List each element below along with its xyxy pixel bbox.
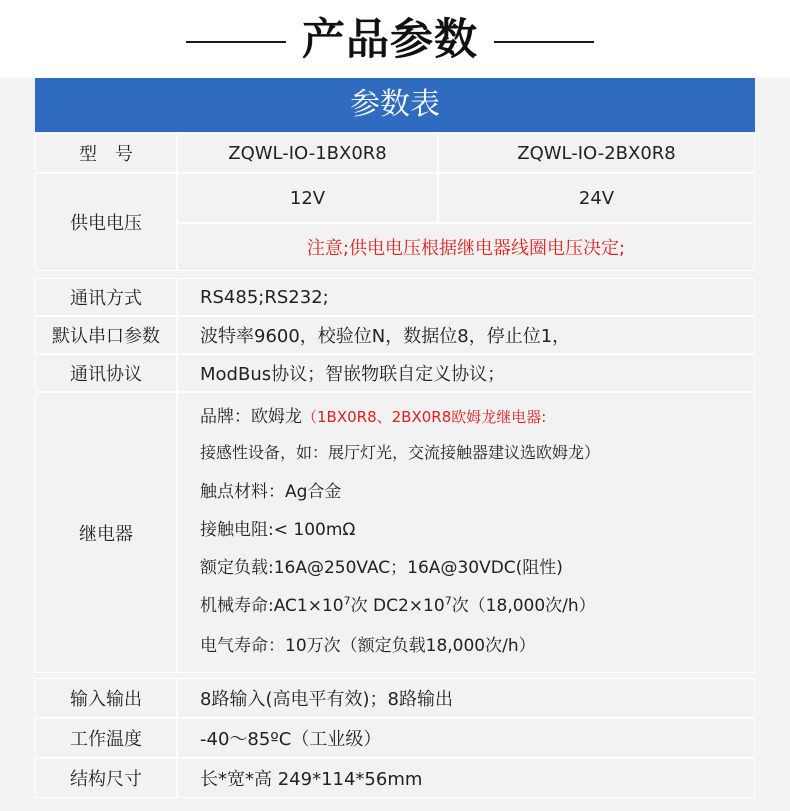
relay-contact: 触点材料：Ag合金: [200, 482, 342, 502]
power-note: 注意;供电电压根据继电器线圈电压决定;: [177, 223, 755, 271]
spec-table: [0, 78, 790, 811]
row-label-comm-mode: 通讯方式: [35, 278, 177, 316]
power-a-value: 12V: [177, 173, 438, 223]
model-a-value: ZQWL-IO-1BX0R8: [177, 133, 438, 173]
row-label-power: 供电电压: [35, 173, 177, 271]
io-value: 8路输入(高电平有效)；8路输出: [177, 678, 755, 718]
row-label-protocol: 通讯协议: [35, 354, 177, 392]
row-label-temp: 工作温度: [35, 718, 177, 758]
mech-exp-2: 7: [444, 594, 452, 608]
heading-right-rule: [494, 41, 594, 43]
relay-brand-note-2: 接感性设备，如：展厅灯光，交流接触器建议选欧姆龙）: [200, 443, 601, 462]
relay-load: 额定负载:16A@250VAC；16A@30VDC(阻性): [200, 558, 563, 578]
size-value: 长*宽*高 249*114*56mm: [177, 758, 755, 798]
relay-elec-life: 电气寿命：10万次（额定负载18,000次/h）: [200, 636, 536, 656]
table-banner: 参数表: [35, 78, 755, 132]
relay-brand-note-1: （1BX0R8、2BX0R8欧姆龙继电器:: [302, 408, 547, 426]
mech-part-c: 次（18,000次/h）: [451, 596, 596, 616]
mech-part-a: 机械寿命:AC1×10: [200, 596, 344, 616]
section-title: 产品参数: [302, 15, 478, 65]
mech-part-b: 次 DC2×10: [350, 596, 445, 616]
heading-left-rule: [186, 41, 286, 43]
relay-brand-prefix: 品牌：欧姆龙: [200, 407, 302, 427]
serial-value: 波特率9600，校验位N，数据位8，停止位1，: [177, 316, 755, 354]
row-label-io: 输入输出: [35, 678, 177, 718]
row-label-model: 型 号: [35, 133, 177, 173]
protocol-value: ModBus协议；智嵌物联自定义协议；: [177, 354, 755, 392]
model-b-value: ZQWL-IO-2BX0R8: [438, 133, 755, 173]
mech-exp-1: 7: [343, 594, 351, 608]
relay-brand: [200, 402, 546, 427]
power-b-value: 24V: [438, 173, 755, 223]
temp-value: -40～85ºC（工业级）: [177, 718, 755, 758]
row-label-serial: 默认串口参数: [35, 316, 177, 354]
row-label-size: 结构尺寸: [35, 758, 177, 798]
row-label-relay: 继电器: [35, 392, 177, 673]
relay-resistance: 接触电阻:< 100mΩ: [200, 520, 356, 540]
relay-mech-life: [200, 591, 596, 616]
comm-mode-value: RS485;RS232;: [177, 278, 755, 316]
section-heading: [0, 0, 790, 78]
